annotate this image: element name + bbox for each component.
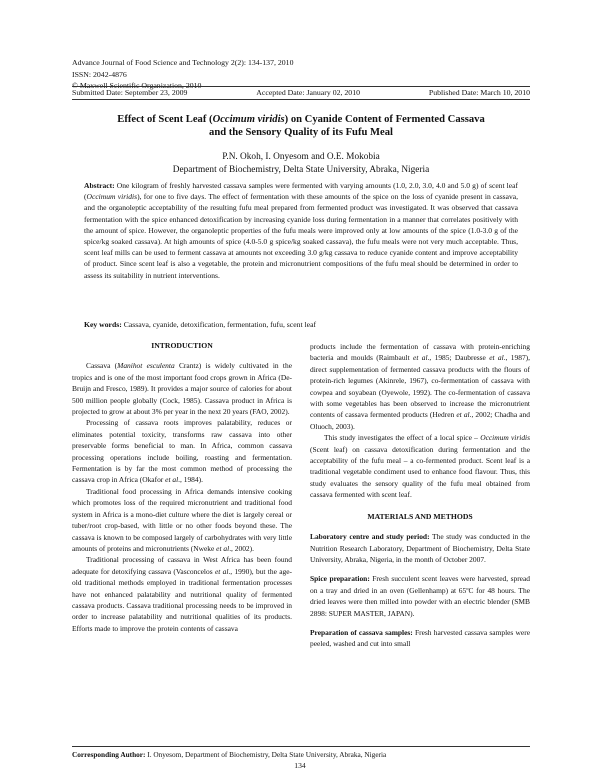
species-name: Occimum viridis [480,433,531,443]
subheading: Preparation of cassava samples: [310,627,413,637]
title-part-1: Effect of Scent Leaf ( [117,114,213,125]
text: Fresh succulent scent leaves were harvested, spread on a tray and dried in an oven (Gellenhamp) at 65ºC for 48 hours. The dried leaves were then milled into powder with an electric blender (SMB 2898: SUPER MASTER, JAPAN). [310,574,530,618]
text: The study was conducted in the Nutrition Research Laboratory, Department of Biochemistry, Delta State University, Abraka, Nigeria, in the month of October 2007. [310,532,530,564]
author-block [72,151,530,177]
intro-paragraph-6 [310,432,530,500]
et-al: et al [489,353,504,363]
text: This study investigates the effect of a local spice – [324,433,481,443]
journal-copyright: © Maxwell Scientific Organization, 2010 [72,81,202,90]
text: Traditional food processing in Africa demands intensive cooking which promotes loss of the required micronutrient and traditional food system in Africa is a mono-diet culture where the diet is largely cereal or tuber/root crop-based, with little or no other foods beyond these. The cassava is known to be composed largely of carbohydrates with very little amounts of proteins and micronutrients (Nweke [72,486,292,553]
et-al: et al [413,353,428,363]
species-name: Manihot esculenta [117,361,175,371]
keywords-label: Key words: [84,320,122,329]
text: ., 1985; Daubresse [427,353,490,363]
submitted-date: Submitted Date: September 23, 2009 [72,88,188,97]
abstract-text-2: ), for one to five days. The effect of fermentation with these amounts of the spice on the loss of cyanide present in cassava, and the organoleptic acceptability of the resulting fufu meal prepared from fermented product was investigated. It was observed that cassava fermentation with the spice enhanced detoxification by increasing cyanide loss during fermentation in a manner that correlates positively with the amount of spice. However, the organoleptic properties of the fufu meals were improved only at low amounts of the spice (1.0-3.0 g of the spice/kg soaked cassava). At high amounts of spice (4.0-5.0 g spice/kg soaked cassava), the fufu meals were not very much acceptable. Thus, scent leaf mills can be used to ferment cassava at amounts not exceeding 3.0 g/kg cassava to reduce cyanide content and improve acceptability of product. Since scent leaf is also a vegetable, the protein and micronutrient compositions of the fufu meal should be determined in order to assess its suitability in nutrient interventions. [84,192,518,280]
corresponding-author-note [72,750,386,759]
et-al: et al [216,543,230,553]
right-column [310,341,530,650]
left-column [72,340,292,634]
intro-paragraph-1 [72,360,292,417]
article-dates [72,88,530,97]
text: Traditional processing of cassava in West Africa has been found adequate for detoxifying cassava (Vasconcelos [72,555,292,576]
et-al: et al [214,566,229,576]
page-number: 134 [294,761,306,770]
methods-spice-preparation [310,573,530,619]
intro-paragraph-5 [310,341,530,432]
subheading: Spice preparation: [310,574,370,584]
text: ., 2002). [229,543,254,553]
text: ., 1987), direct supplementation of fermented cassava products with the flours of protein-rich legumes (Akinrele, 1967), co-fermentation of cassava with cowpea and soyabean (Oyewole, 1992). The co-fermentation of cassava with some vegetables has been observed to increase the micronutrient contents of cassava fermented products (Hedren [310,353,530,420]
text: Processing of cassava roots improves palatability, reduces or eliminates potential toxicity, transforms raw cassava into other preservable forms beneficial to man. In Africa, common cassava processing operations include boiling, roasting and fermentation. Fermentation is by far the most common method of processing the cassava crop in Africa (Okafor [72,418,292,485]
header-rule-bottom [72,99,530,100]
title-species: Occimum viridis [212,114,285,125]
text: Fresh harvested cassava samples were peeled, washed and cut into small [310,627,530,649]
text: ., 2002; Chadha and Oluoch, 2003). [310,410,530,431]
text: products include the fermentation of cassava with protein-enriching bacteria and moulds (Raimbault [310,342,530,363]
author-affiliation: Department of Biochemistry, Delta State University, Abraka, Nigeria [172,165,430,175]
keywords [84,320,518,329]
text: ., 1984). [178,475,203,485]
footnote-text: I. Onyesom, Department of Biochemistry, Delta State University, Abraka, Nigeria [145,750,387,759]
text: Crantz) is widely cultivated in the tropics and is one of the most important food crops grown in Africa (De-Bruijn and Fresco, 1989). It provides a major source of calories for about 500 million people globally (Cock, 1985). Cassava product in Africa is projected to grow at about 3% per year in the next 20 years (FAO, 2002). [72,361,292,417]
footnote-label: Corresponding Author: [72,750,146,759]
footnote-rule [72,746,530,747]
abstract-species: Occimum viridis [86,192,138,202]
title-part-2: ) on Cyanide Content of Fermented Cassava [284,114,485,125]
subheading: Laboratory centre and study period: [310,532,430,542]
intro-paragraph-3 [72,486,292,554]
author-names: P.N. Okoh, I. Onyesom and O.E. Mokobia [222,152,380,162]
et-al: et al [456,410,470,420]
text: (Scent leaf) on cassava detoxification during fermentation and the acceptability of the fufu meal – a co-fermented product. Scent leaf is a traditional vegetable condiment used to enhance food flavour. Thus, this study evaluates the sensory quality of the fufu meal obtained from cassava fermented with scent leaf. [310,444,530,500]
journal-citation: Advance Journal of Food Science and Technology 2(2): 134-137, 2010 [72,58,294,67]
keywords-text: Cassava, cyanide, detoxification, fermentation, fufu, scent leaf [121,320,317,329]
text: ., 1990), but the age-old traditional methods employed in traditional fermentation processes have not enhanced palatability and nutritional quality of fermented cassava products. Cassava traditional processing needs to be improved in order to increase palatability and nutritional qualities of its products. Efforts made to improve the protein contents of cassava [72,566,293,633]
journal-issn: ISSN: 2042-4876 [72,69,127,79]
text: Cassava ( [86,361,118,371]
et-al: et al [165,475,179,485]
published-date: Published Date: March 10, 2010 [428,88,530,97]
title-line-2: and the Sensory Quality of its Fufu Meal [209,127,393,138]
methods-cassava-preparation [310,627,530,650]
abstract-text-1: One kilogram of freshly harvested cassava samples were fermented with varying amounts (1.0, 2.0, 3.0, 4.0 and 5.0 g) of scent leaf ( [84,181,518,202]
methods-study-period [310,531,530,565]
methods-heading: MATERIALS AND METHODS [367,511,473,521]
paper-title [72,113,530,139]
introduction-heading: INTRODUCTION [151,341,213,350]
header-rule-top [72,86,530,87]
intro-paragraph-2 [72,417,292,485]
abstract-label: Abstract: [84,181,115,190]
accepted-date: Accepted Date: January 02, 2010 [256,88,360,97]
intro-paragraph-4 [72,554,292,634]
abstract [84,180,518,281]
